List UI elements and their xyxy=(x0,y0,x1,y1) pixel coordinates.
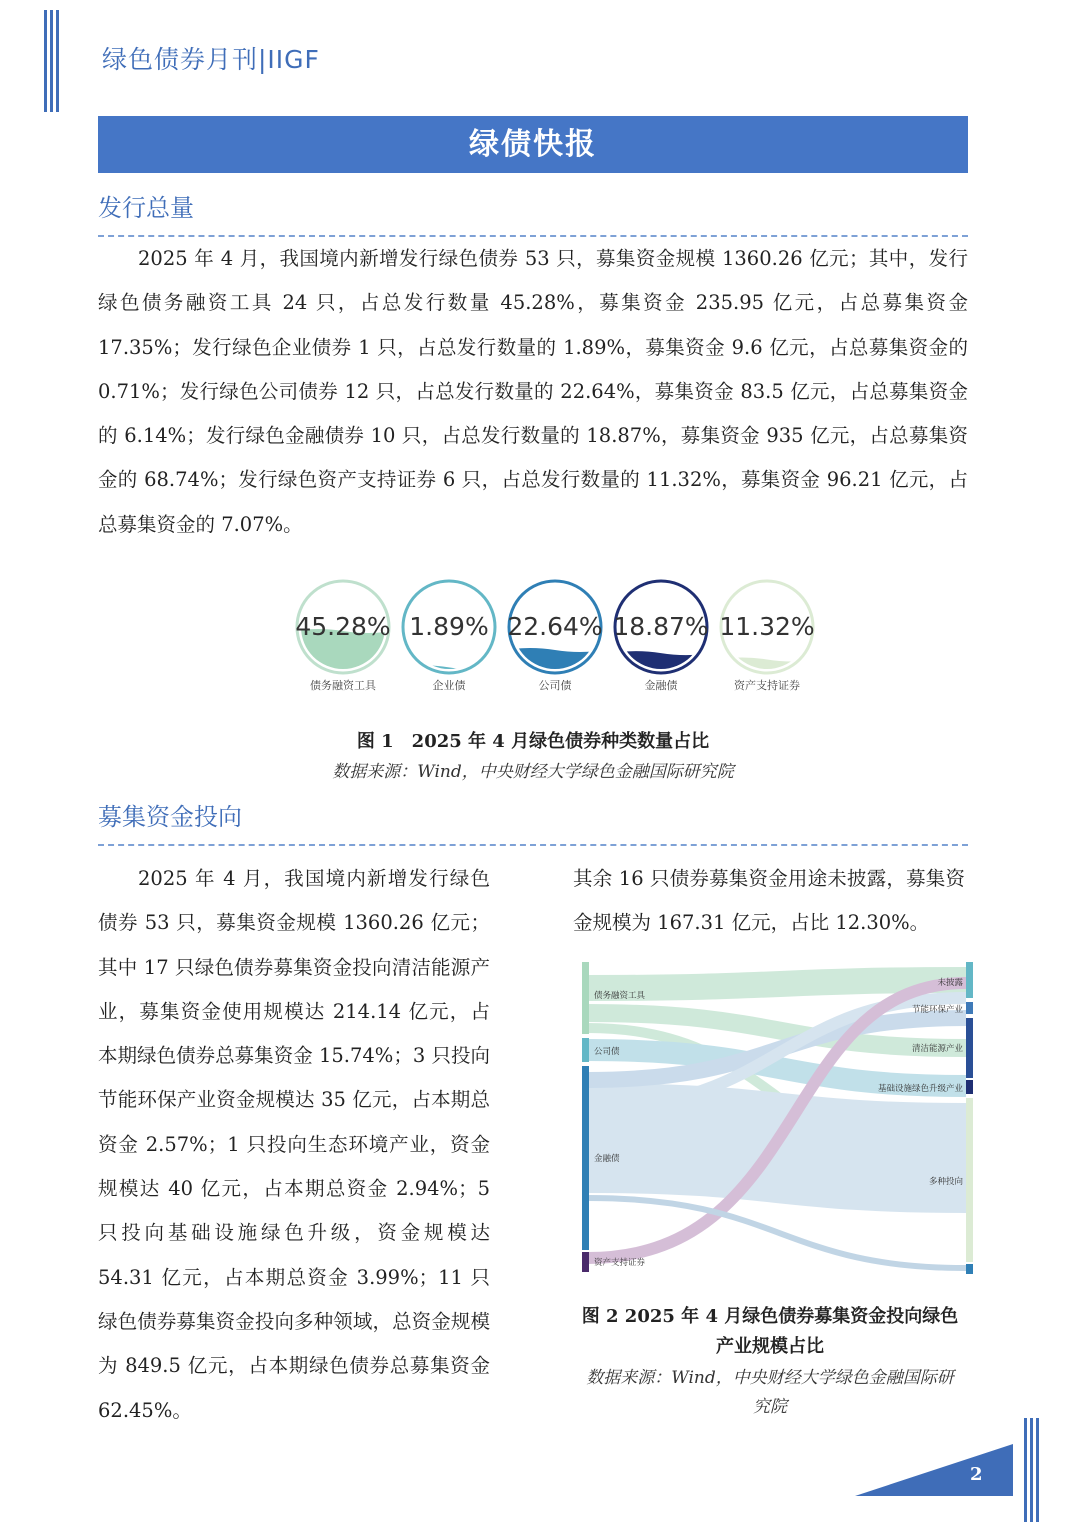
sankey-node-infrastructure xyxy=(966,1080,973,1094)
sankey-node-multiple xyxy=(966,1098,973,1262)
gauge-circle xyxy=(293,577,393,677)
gauge-label: 公司债 xyxy=(538,679,572,692)
gauge-label: 企业债 xyxy=(432,679,466,692)
header-bar-1 xyxy=(44,10,47,112)
use-of-proceeds-text-right: 其余 16 只债券募集资金用途未披露，募集资金规模为 167.31 亿元，占比 12.30%。 xyxy=(573,867,965,935)
sankey-label-target: 清洁能源产业 xyxy=(911,1044,963,1054)
footer-bar-1 xyxy=(1024,1418,1027,1522)
page-corner-triangle xyxy=(855,1440,1015,1500)
sankey-node-corporate-bonds xyxy=(582,1038,589,1062)
gauge-value: 45.28% xyxy=(295,612,391,641)
gauge-value: 18.87% xyxy=(613,612,709,641)
figure1-source: 数据来源：Wind，中央财经大学绿色金融国际研究院 xyxy=(332,762,734,782)
sankey-label-target: 基础设施绿色升级产业 xyxy=(877,1084,963,1094)
divider xyxy=(98,844,968,846)
figure1-caption: 图 1 2025 年 4 月绿色债券种类数量占比 xyxy=(356,731,710,752)
use-of-proceeds-right xyxy=(573,857,965,946)
header-bar-2 xyxy=(50,10,53,112)
sankey-label-target: 节能环保产业 xyxy=(911,1005,963,1015)
sankey-label-source: 金融债 xyxy=(594,1154,620,1164)
sankey-label-source: 债务融资工具 xyxy=(594,991,646,1001)
gauge-value: 1.89% xyxy=(409,612,489,641)
gauge-label: 资产支持证券 xyxy=(734,679,800,692)
section-banner: 绿债快报 xyxy=(98,116,968,173)
issuance-paragraph xyxy=(98,237,968,547)
gauge-value: 22.64% xyxy=(507,612,603,641)
sankey-label-target: 多种投向 xyxy=(928,1177,963,1187)
sankey-node-undisclosed xyxy=(966,962,973,998)
sankey-label-source: 资产支持证券 xyxy=(594,1258,646,1268)
header-bar-3 xyxy=(56,10,59,112)
gauge-value: 11.32% xyxy=(719,612,815,641)
footer-bar-3 xyxy=(1036,1418,1039,1522)
figure2-source-line1: 数据来源：Wind，中央财经大学绿色金融国际研 xyxy=(586,1368,954,1388)
issuance-text: 2025 年 4 月，我国境内新增发行绿色债券 53 只，募集资金规模 1360.26 亿元；其中，发行绿色债务融资工具 24 只，占总发行数量 45.28%，募集资金 235.95 亿元，占总募集资金 17.35%；发行绿色企业债券 1 只，占总发行数量的 1.89%，募集资金 9.6 亿元，占总募集资金的 0.71%；发行绿色公司债券 12 只，占总发行数量的 22.64%，募集资金 83.5 亿元，占总募集资金的 6.14%；发行绿色金融债券 10 只，占总发行数量的 18.87%，募集资金 935 亿元，占总募集资金的 68.74%；发行绿色资产支持证券 6 只，占总发行数量的 11.32%，募集资金 96.21 亿元，占总募集资金的 7.07%。 xyxy=(98,247,968,536)
gauge-circle xyxy=(717,577,817,677)
gauge-circle xyxy=(399,577,499,677)
journal-title: 绿色债券月刊|IIGF xyxy=(102,45,320,74)
gauge-label: 金融债 xyxy=(644,679,678,692)
section-title-use-of-proceeds: 募集资金投向 xyxy=(98,803,242,831)
figure2-caption-line2: 产业规模占比 xyxy=(716,1336,824,1357)
use-of-proceeds-left xyxy=(98,857,490,1433)
sankey-node-energy-saving xyxy=(966,1002,973,1014)
figure2-source-line2: 究院 xyxy=(753,1397,787,1417)
sankey-node-clean-energy xyxy=(966,1018,973,1078)
gauge-circle xyxy=(611,577,711,677)
page-number: 2 xyxy=(970,1464,983,1485)
sankey-label-source: 公司债 xyxy=(594,1047,620,1057)
figure2-caption-line1: 图 2 2025 年 4 月绿色债券募集资金投向绿色 xyxy=(581,1306,959,1327)
sankey-node-financial-bonds xyxy=(582,1066,589,1250)
use-of-proceeds-text: 2025 年 4 月，我国境内新增发行绿色债券 53 只，募集资金规模 1360.26 亿元；其中 17 只绿色债券募集资金投向清洁能源产业，募集资金使用规模达 214.14 亿元，占本期绿色债券总募集资金 15.74%；3 只投向节能环保产业资金规模达 35 亿元，占本期总资金 2.57%；1 只投向生态环境产业，资金规模达 40 亿元，占本期总资金 2.94%；5 只投向基础设施绿色升级，资金规模达 54.31 亿元，占本期总资金 3.99%；11 只绿色债券募集资金投向多种领域，总资金规模为 849.5 亿元，占本期绿色债券总募集资金 62.45%。 xyxy=(98,867,490,1422)
sankey-node-abs xyxy=(582,1252,589,1272)
gauge-label: 债务融资工具 xyxy=(310,679,376,692)
sankey-label-target: 未披露 xyxy=(937,978,963,988)
section-title-issuance: 发行总量 xyxy=(98,194,194,222)
sankey-flows xyxy=(588,980,966,1268)
sankey-node-debt-instruments xyxy=(582,962,589,1034)
footer-bar-2 xyxy=(1030,1418,1033,1522)
sankey-chart xyxy=(580,958,980,1278)
sankey-node-other xyxy=(966,1264,973,1274)
gauge-circle xyxy=(505,577,605,677)
gauge-fill xyxy=(399,665,499,677)
